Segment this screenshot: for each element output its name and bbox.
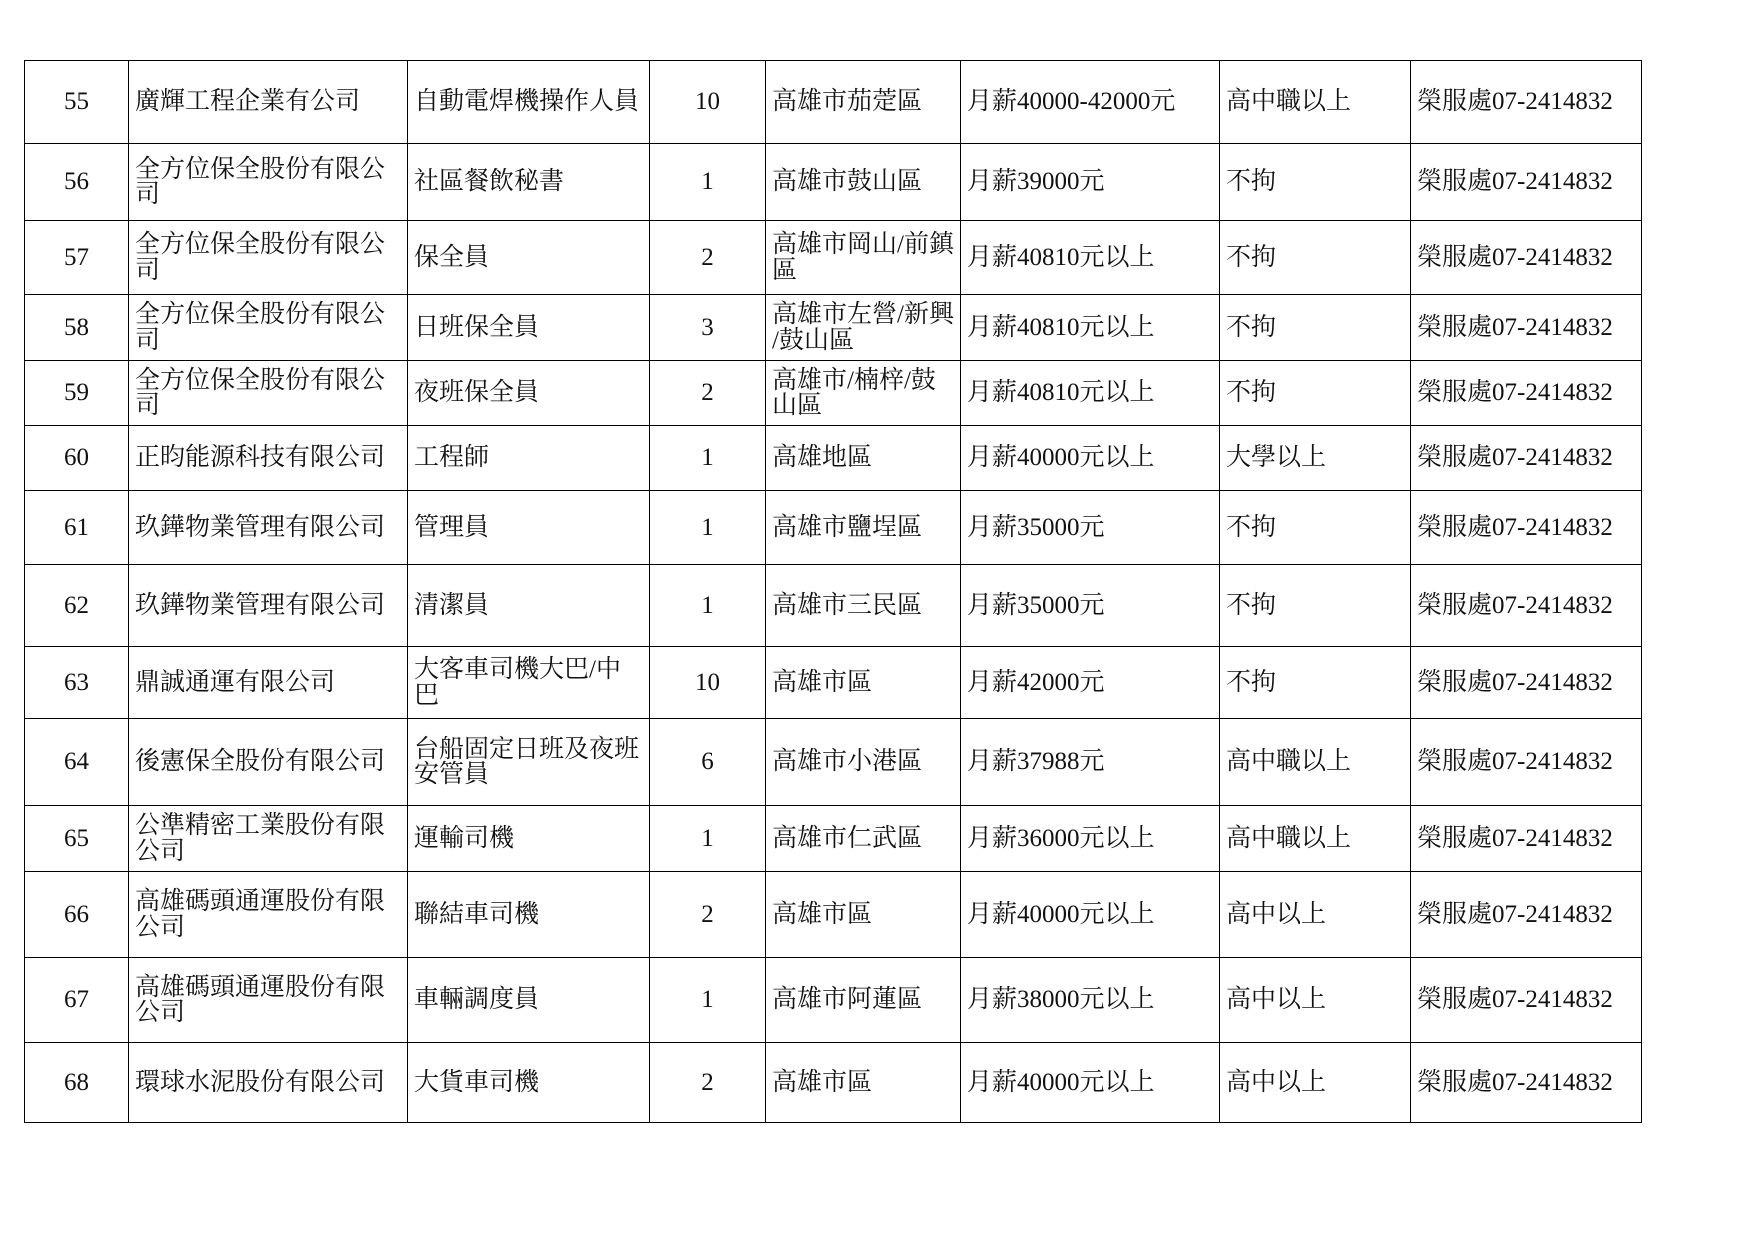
openings-count: 1 xyxy=(650,565,766,647)
contact-info: 榮服處07-2414832 xyxy=(1411,719,1642,806)
work-location: 高雄市小港區 xyxy=(766,719,961,806)
openings-count: 2 xyxy=(650,221,766,295)
education-requirement: 高中職以上 xyxy=(1220,61,1411,144)
openings-count: 2 xyxy=(650,1043,766,1123)
salary: 月薪37988元 xyxy=(961,719,1220,806)
education-requirement: 高中職以上 xyxy=(1220,806,1411,872)
education-requirement: 高中職以上 xyxy=(1220,719,1411,806)
row-number: 65 xyxy=(25,806,129,872)
company-name: 玖鏵物業管理有限公司 xyxy=(129,491,408,565)
job-title: 大客車司機大巴/中巴 xyxy=(408,647,650,719)
job-title: 保全員 xyxy=(408,221,650,295)
openings-count: 2 xyxy=(650,361,766,426)
row-number: 55 xyxy=(25,61,129,144)
work-location: 高雄市區 xyxy=(766,1043,961,1123)
row-number: 56 xyxy=(25,144,129,221)
education-requirement: 大學以上 xyxy=(1220,426,1411,491)
job-title: 管理員 xyxy=(408,491,650,565)
education-requirement: 不拘 xyxy=(1220,565,1411,647)
table-row xyxy=(25,1043,1642,1123)
table-row xyxy=(25,295,1642,361)
company-name: 全方位保全股份有限公司 xyxy=(129,144,408,221)
company-name: 全方位保全股份有限公司 xyxy=(129,221,408,295)
work-location: 高雄市岡山/前鎮區 xyxy=(766,221,961,295)
work-location: 高雄市三民區 xyxy=(766,565,961,647)
table-row xyxy=(25,565,1642,647)
salary: 月薪40000元以上 xyxy=(961,1043,1220,1123)
row-number: 62 xyxy=(25,565,129,647)
openings-count: 3 xyxy=(650,295,766,361)
work-location: 高雄市仁武區 xyxy=(766,806,961,872)
contact-info: 榮服處07-2414832 xyxy=(1411,565,1642,647)
contact-info: 榮服處07-2414832 xyxy=(1411,647,1642,719)
company-name: 玖鏵物業管理有限公司 xyxy=(129,565,408,647)
contact-info: 榮服處07-2414832 xyxy=(1411,426,1642,491)
company-name: 全方位保全股份有限公司 xyxy=(129,361,408,426)
work-location: 高雄地區 xyxy=(766,426,961,491)
education-requirement: 高中以上 xyxy=(1220,1043,1411,1123)
company-name: 後憲保全股份有限公司 xyxy=(129,719,408,806)
openings-count: 2 xyxy=(650,872,766,958)
row-number: 67 xyxy=(25,958,129,1043)
company-name: 環球水泥股份有限公司 xyxy=(129,1043,408,1123)
education-requirement: 不拘 xyxy=(1220,361,1411,426)
job-title: 台船固定日班及夜班安管員 xyxy=(408,719,650,806)
contact-info: 榮服處07-2414832 xyxy=(1411,144,1642,221)
table-row xyxy=(25,491,1642,565)
company-name: 高雄碼頭通運股份有限公司 xyxy=(129,958,408,1043)
row-number: 66 xyxy=(25,872,129,958)
openings-count: 1 xyxy=(650,958,766,1043)
salary: 月薪35000元 xyxy=(961,491,1220,565)
row-number: 63 xyxy=(25,647,129,719)
salary: 月薪40000元以上 xyxy=(961,872,1220,958)
company-name: 廣輝工程企業有公司 xyxy=(129,61,408,144)
contact-info: 榮服處07-2414832 xyxy=(1411,1043,1642,1123)
education-requirement: 高中以上 xyxy=(1220,958,1411,1043)
contact-info: 榮服處07-2414832 xyxy=(1411,221,1642,295)
education-requirement: 不拘 xyxy=(1220,647,1411,719)
row-number: 64 xyxy=(25,719,129,806)
salary: 月薪40000元以上 xyxy=(961,426,1220,491)
table-row xyxy=(25,144,1642,221)
work-location: 高雄市阿蓮區 xyxy=(766,958,961,1043)
contact-info: 榮服處07-2414832 xyxy=(1411,361,1642,426)
job-title: 自動電焊機操作人員 xyxy=(408,61,650,144)
openings-count: 1 xyxy=(650,806,766,872)
contact-info: 榮服處07-2414832 xyxy=(1411,491,1642,565)
table-row xyxy=(25,872,1642,958)
table-row xyxy=(25,61,1642,144)
contact-info: 榮服處07-2414832 xyxy=(1411,295,1642,361)
job-title: 車輛調度員 xyxy=(408,958,650,1043)
job-title: 工程師 xyxy=(408,426,650,491)
openings-count: 1 xyxy=(650,426,766,491)
row-number: 61 xyxy=(25,491,129,565)
row-number: 57 xyxy=(25,221,129,295)
table-row xyxy=(25,958,1642,1043)
contact-info: 榮服處07-2414832 xyxy=(1411,61,1642,144)
salary: 月薪40810元以上 xyxy=(961,295,1220,361)
job-title: 大貨車司機 xyxy=(408,1043,650,1123)
work-location: 高雄市/楠梓/鼓山區 xyxy=(766,361,961,426)
company-name: 高雄碼頭通運股份有限公司 xyxy=(129,872,408,958)
openings-count: 10 xyxy=(650,647,766,719)
work-location: 高雄市區 xyxy=(766,647,961,719)
work-location: 高雄市茄萣區 xyxy=(766,61,961,144)
education-requirement: 不拘 xyxy=(1220,221,1411,295)
job-listings-table xyxy=(24,60,1642,1123)
work-location: 高雄市區 xyxy=(766,872,961,958)
row-number: 58 xyxy=(25,295,129,361)
contact-info: 榮服處07-2414832 xyxy=(1411,958,1642,1043)
work-location: 高雄市鼓山區 xyxy=(766,144,961,221)
job-title: 日班保全員 xyxy=(408,295,650,361)
table-row xyxy=(25,426,1642,491)
work-location: 高雄市左營/新興/鼓山區 xyxy=(766,295,961,361)
contact-info: 榮服處07-2414832 xyxy=(1411,872,1642,958)
salary: 月薪40000-42000元 xyxy=(961,61,1220,144)
openings-count: 6 xyxy=(650,719,766,806)
company-name: 鼎誠通運有限公司 xyxy=(129,647,408,719)
job-title: 聯結車司機 xyxy=(408,872,650,958)
salary: 月薪42000元 xyxy=(961,647,1220,719)
openings-count: 10 xyxy=(650,61,766,144)
company-name: 全方位保全股份有限公司 xyxy=(129,295,408,361)
work-location: 高雄市鹽埕區 xyxy=(766,491,961,565)
salary: 月薪39000元 xyxy=(961,144,1220,221)
table-row xyxy=(25,361,1642,426)
row-number: 68 xyxy=(25,1043,129,1123)
salary: 月薪35000元 xyxy=(961,565,1220,647)
salary: 月薪40810元以上 xyxy=(961,361,1220,426)
job-title: 清潔員 xyxy=(408,565,650,647)
contact-info: 榮服處07-2414832 xyxy=(1411,806,1642,872)
row-number: 60 xyxy=(25,426,129,491)
row-number: 59 xyxy=(25,361,129,426)
job-title: 社區餐飲秘書 xyxy=(408,144,650,221)
education-requirement: 不拘 xyxy=(1220,491,1411,565)
job-listings-body xyxy=(25,61,1642,1123)
company-name: 公準精密工業股份有限公司 xyxy=(129,806,408,872)
salary: 月薪36000元以上 xyxy=(961,806,1220,872)
job-title: 運輸司機 xyxy=(408,806,650,872)
education-requirement: 高中以上 xyxy=(1220,872,1411,958)
education-requirement: 不拘 xyxy=(1220,144,1411,221)
table-row xyxy=(25,221,1642,295)
salary: 月薪38000元以上 xyxy=(961,958,1220,1043)
table-row xyxy=(25,806,1642,872)
education-requirement: 不拘 xyxy=(1220,295,1411,361)
openings-count: 1 xyxy=(650,491,766,565)
company-name: 正昀能源科技有限公司 xyxy=(129,426,408,491)
table-row xyxy=(25,719,1642,806)
openings-count: 1 xyxy=(650,144,766,221)
table-row xyxy=(25,647,1642,719)
job-title: 夜班保全員 xyxy=(408,361,650,426)
salary: 月薪40810元以上 xyxy=(961,221,1220,295)
